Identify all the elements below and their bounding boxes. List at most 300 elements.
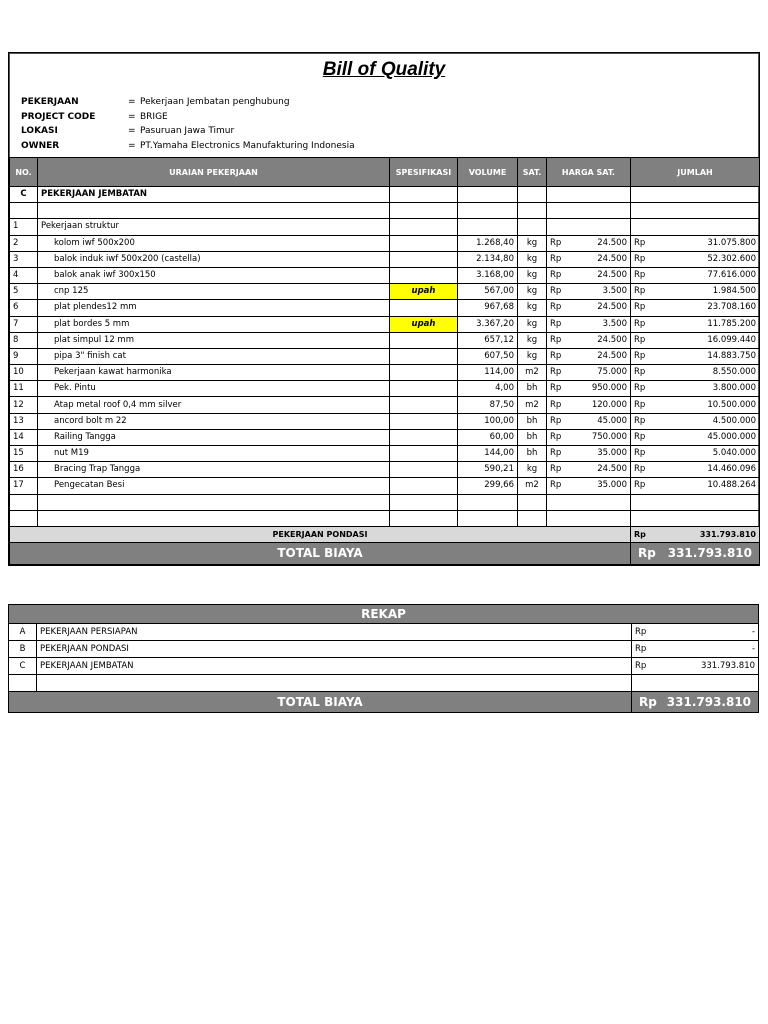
currency-label: Rp bbox=[634, 318, 646, 329]
item-no: 10 bbox=[10, 365, 38, 381]
item-uraian: plat bordes 5 mm bbox=[38, 316, 390, 332]
subtotal-value: 331.793.810 bbox=[699, 529, 756, 539]
table-row bbox=[10, 365, 760, 381]
table-row bbox=[10, 429, 760, 445]
item-jumlah bbox=[631, 284, 760, 300]
info-label: PROJECT CODE bbox=[21, 111, 96, 122]
item-sat: kg bbox=[518, 235, 547, 251]
jumlah-value: 10.500.000 bbox=[707, 399, 756, 410]
item-jumlah bbox=[631, 446, 760, 462]
spec-cell: upah bbox=[390, 316, 458, 332]
item-no: 12 bbox=[10, 397, 38, 413]
spec-cell bbox=[390, 251, 458, 267]
cell-empty bbox=[390, 510, 458, 526]
info-sep: = bbox=[128, 111, 136, 122]
item-uraian: balok induk iwf 500x200 (castella) bbox=[38, 251, 390, 267]
spec-cell bbox=[390, 332, 458, 348]
header-jumlah: JUMLAH bbox=[631, 158, 760, 187]
total-value: 331.793.810 bbox=[667, 545, 752, 560]
table-row bbox=[10, 478, 760, 494]
item-harga bbox=[547, 429, 631, 445]
item-harga bbox=[547, 267, 631, 283]
table-row bbox=[10, 235, 760, 251]
spec-cell bbox=[390, 235, 458, 251]
cell-empty bbox=[631, 494, 760, 510]
info-row-lokasi bbox=[21, 124, 759, 139]
harga-value: 24.500 bbox=[597, 464, 627, 475]
jumlah-value: 11.785.200 bbox=[707, 318, 756, 329]
item-uraian: Bracing Trap Tangga bbox=[38, 462, 390, 478]
bill-table bbox=[9, 157, 760, 565]
currency-label: Rp bbox=[638, 545, 656, 560]
item-no: 8 bbox=[10, 332, 38, 348]
item-sat: kg bbox=[518, 251, 547, 267]
jumlah-value: 14.883.750 bbox=[707, 350, 756, 361]
table-row bbox=[10, 381, 760, 397]
item-sat: kg bbox=[518, 348, 547, 364]
item-jumlah bbox=[631, 478, 760, 494]
item-sat: kg bbox=[518, 316, 547, 332]
jumlah-value: 5.040.000 bbox=[712, 448, 756, 459]
harga-value: 950.000 bbox=[591, 383, 627, 394]
header-uraian: URAIAN PEKERJAAN bbox=[38, 158, 390, 187]
subtotal-amount bbox=[631, 526, 760, 542]
item-harga bbox=[547, 478, 631, 494]
cell-empty bbox=[518, 494, 547, 510]
rekap-value: 331.793.810 bbox=[700, 661, 756, 671]
jumlah-value: 10.488.264 bbox=[707, 480, 756, 491]
item-no: 16 bbox=[10, 462, 38, 478]
harga-value: 24.500 bbox=[597, 270, 627, 281]
cell-empty bbox=[631, 187, 760, 203]
harga-value: 3.500 bbox=[602, 286, 627, 297]
currency-label: Rp bbox=[550, 367, 562, 378]
harga-value: 45.000 bbox=[597, 415, 627, 426]
rekap-header-row bbox=[9, 605, 759, 624]
rekap-row bbox=[9, 624, 759, 641]
item-no: 3 bbox=[10, 251, 38, 267]
cell-empty bbox=[10, 203, 38, 219]
table-row bbox=[10, 348, 760, 364]
harga-value: 24.500 bbox=[597, 334, 627, 345]
item-jumlah bbox=[631, 381, 760, 397]
rekap-amount bbox=[632, 624, 759, 641]
item-jumlah bbox=[631, 365, 760, 381]
item-no: 7 bbox=[10, 316, 38, 332]
spec-cell bbox=[390, 381, 458, 397]
item-sat: m2 bbox=[518, 478, 547, 494]
item-uraian: pipa 3" finish cat bbox=[38, 348, 390, 364]
table-row bbox=[10, 397, 760, 413]
group-row bbox=[10, 219, 760, 235]
item-no: 6 bbox=[10, 300, 38, 316]
cell-empty bbox=[458, 203, 518, 219]
cell-empty bbox=[631, 219, 760, 235]
item-jumlah bbox=[631, 462, 760, 478]
jumlah-value: 31.075.800 bbox=[707, 237, 756, 248]
currency-label: Rp bbox=[634, 529, 646, 539]
subtotal-row bbox=[10, 526, 760, 542]
item-uraian: balok anak iwf 300x150 bbox=[38, 267, 390, 283]
cell-empty bbox=[631, 203, 760, 219]
item-uraian: Pekerjaan kawat harmonika bbox=[38, 365, 390, 381]
item-harga bbox=[547, 446, 631, 462]
currency-label: Rp bbox=[550, 286, 562, 297]
jumlah-value: 52.302.600 bbox=[707, 253, 756, 264]
total-row bbox=[10, 542, 760, 564]
item-volume: 1.268,40 bbox=[458, 235, 518, 251]
currency-label: Rp bbox=[550, 302, 562, 313]
currency-label: Rp bbox=[634, 367, 646, 378]
currency-label: Rp bbox=[550, 448, 562, 459]
cell-empty bbox=[38, 203, 390, 219]
jumlah-value: 23.708.160 bbox=[707, 302, 756, 313]
item-harga bbox=[547, 397, 631, 413]
item-harga bbox=[547, 251, 631, 267]
harga-value: 24.500 bbox=[597, 350, 627, 361]
item-sat: bh bbox=[518, 413, 547, 429]
harga-value: 35.000 bbox=[597, 448, 627, 459]
rekap-total-amount bbox=[632, 692, 759, 713]
rekap-label: PEKERJAAN PERSIAPAN bbox=[37, 624, 632, 641]
bill-sheet bbox=[8, 52, 760, 566]
item-no: 15 bbox=[10, 446, 38, 462]
header-no: NO. bbox=[10, 158, 38, 187]
item-jumlah bbox=[631, 397, 760, 413]
currency-label: Rp bbox=[639, 695, 657, 709]
info-value: PT.Yamaha Electronics Manufakturing Indonesia bbox=[140, 140, 355, 151]
table-row bbox=[10, 413, 760, 429]
currency-label: Rp bbox=[634, 286, 646, 297]
jumlah-value: 45.000.000 bbox=[707, 431, 756, 442]
item-sat: bh bbox=[518, 446, 547, 462]
item-harga bbox=[547, 348, 631, 364]
item-volume: 3.367,20 bbox=[458, 316, 518, 332]
blank-row bbox=[9, 675, 759, 692]
rekap-amount bbox=[632, 658, 759, 675]
info-sep: = bbox=[128, 140, 136, 151]
rekap-table bbox=[8, 604, 759, 713]
project-info bbox=[9, 87, 759, 157]
item-jumlah bbox=[631, 429, 760, 445]
rekap-row bbox=[9, 658, 759, 675]
info-row-pekerjaan bbox=[21, 95, 759, 110]
rekap-value: - bbox=[751, 644, 756, 654]
item-volume: 4,00 bbox=[458, 381, 518, 397]
item-harga bbox=[547, 300, 631, 316]
currency-label: Rp bbox=[550, 431, 562, 442]
item-no: 5 bbox=[10, 284, 38, 300]
item-jumlah bbox=[631, 300, 760, 316]
cell-empty bbox=[390, 219, 458, 235]
item-jumlah bbox=[631, 348, 760, 364]
item-harga bbox=[547, 235, 631, 251]
spec-cell: upah bbox=[390, 284, 458, 300]
info-row-project-code bbox=[21, 110, 759, 125]
currency-label: Rp bbox=[550, 399, 562, 410]
item-no: 14 bbox=[10, 429, 38, 445]
blank-row bbox=[10, 510, 760, 526]
table-row bbox=[10, 251, 760, 267]
item-uraian: ancord bolt m 22 bbox=[38, 413, 390, 429]
title-bar bbox=[9, 53, 759, 87]
currency-label: Rp bbox=[550, 318, 562, 329]
currency-label: Rp bbox=[550, 415, 562, 426]
rekap-section bbox=[8, 604, 758, 713]
currency-label: Rp bbox=[634, 334, 646, 345]
spec-cell bbox=[390, 267, 458, 283]
harga-value: 24.500 bbox=[597, 237, 627, 248]
cell-empty bbox=[390, 203, 458, 219]
table-row bbox=[10, 462, 760, 478]
cell-empty bbox=[458, 510, 518, 526]
item-volume: 657,12 bbox=[458, 332, 518, 348]
spec-cell bbox=[390, 446, 458, 462]
cell-empty bbox=[547, 187, 631, 203]
currency-label: Rp bbox=[634, 415, 646, 426]
currency-label: Rp bbox=[634, 253, 646, 264]
item-harga bbox=[547, 316, 631, 332]
header-spesifikasi: SPESIFIKASI bbox=[390, 158, 458, 187]
cell-empty bbox=[38, 510, 390, 526]
item-no: 17 bbox=[10, 478, 38, 494]
item-sat: kg bbox=[518, 332, 547, 348]
cell-empty bbox=[547, 219, 631, 235]
currency-label: Rp bbox=[550, 334, 562, 345]
currency-label: Rp bbox=[634, 431, 646, 442]
jumlah-value: 16.099.440 bbox=[707, 334, 756, 345]
currency-label: Rp bbox=[635, 627, 647, 637]
jumlah-value: 3.800.000 bbox=[712, 383, 756, 394]
currency-label: Rp bbox=[634, 383, 646, 394]
item-harga bbox=[547, 365, 631, 381]
rekap-total-label: TOTAL BIAYA bbox=[9, 692, 632, 713]
info-label: OWNER bbox=[21, 140, 60, 151]
cell-empty bbox=[390, 494, 458, 510]
info-label: PEKERJAAN bbox=[21, 97, 79, 107]
item-volume: 114,00 bbox=[458, 365, 518, 381]
item-harga bbox=[547, 332, 631, 348]
cell-empty bbox=[37, 675, 632, 692]
harga-value: 75.000 bbox=[597, 367, 627, 378]
item-uraian: nut M19 bbox=[38, 446, 390, 462]
item-volume: 60,00 bbox=[458, 429, 518, 445]
item-uraian: Pengecatan Besi bbox=[38, 478, 390, 494]
blank-row bbox=[10, 203, 760, 219]
jumlah-value: 14.460.096 bbox=[707, 464, 756, 475]
spec-cell bbox=[390, 300, 458, 316]
currency-label: Rp bbox=[634, 448, 646, 459]
info-sep: = bbox=[128, 97, 136, 107]
spec-cell bbox=[390, 348, 458, 364]
item-jumlah bbox=[631, 332, 760, 348]
table-row bbox=[10, 267, 760, 283]
rekap-label: PEKERJAAN PONDASI bbox=[37, 641, 632, 658]
info-value: BRIGE bbox=[140, 111, 168, 122]
cell-empty bbox=[632, 675, 759, 692]
item-harga bbox=[547, 381, 631, 397]
jumlah-value: 8.550.000 bbox=[712, 367, 756, 378]
header-volume: VOLUME bbox=[458, 158, 518, 187]
rekap-title: REKAP bbox=[9, 605, 759, 624]
item-uraian: cnp 125 bbox=[38, 284, 390, 300]
item-no: 11 bbox=[10, 381, 38, 397]
spec-cell bbox=[390, 413, 458, 429]
cell-empty bbox=[631, 510, 760, 526]
item-sat: kg bbox=[518, 462, 547, 478]
jumlah-value: 77.616.000 bbox=[707, 270, 756, 281]
info-value: Pekerjaan Jembatan penghubung bbox=[140, 97, 290, 107]
currency-label: Rp bbox=[635, 661, 647, 671]
group-no: 1 bbox=[10, 219, 38, 235]
cell-empty bbox=[38, 494, 390, 510]
currency-label: Rp bbox=[550, 270, 562, 281]
cell-empty bbox=[10, 494, 38, 510]
item-sat: m2 bbox=[518, 397, 547, 413]
currency-label: Rp bbox=[634, 270, 646, 281]
info-row-owner bbox=[21, 139, 759, 154]
total-label: TOTAL BIAYA bbox=[10, 542, 631, 564]
header-harga: HARGA SAT. bbox=[547, 158, 631, 187]
item-sat: m2 bbox=[518, 365, 547, 381]
cell-empty bbox=[518, 510, 547, 526]
currency-label: Rp bbox=[550, 253, 562, 264]
currency-label: Rp bbox=[634, 464, 646, 475]
spec-cell bbox=[390, 478, 458, 494]
subtotal-label: PEKERJAAN PONDASI bbox=[10, 526, 631, 542]
cell-empty bbox=[518, 187, 547, 203]
rekap-label: PEKERJAAN JEMBATAN bbox=[37, 658, 632, 675]
currency-label: Rp bbox=[635, 644, 647, 654]
table-header-row bbox=[10, 158, 760, 187]
cell-empty bbox=[390, 187, 458, 203]
item-jumlah bbox=[631, 251, 760, 267]
currency-label: Rp bbox=[550, 464, 562, 475]
page-title: Bill of Quality bbox=[322, 59, 446, 80]
item-harga bbox=[547, 284, 631, 300]
cell-empty bbox=[518, 219, 547, 235]
cell-empty bbox=[518, 203, 547, 219]
rekap-code: C bbox=[9, 658, 37, 675]
currency-label: Rp bbox=[634, 399, 646, 410]
jumlah-value: 4.500.000 bbox=[712, 415, 756, 426]
item-uraian: Pek. Pintu bbox=[38, 381, 390, 397]
item-uraian: Atap metal roof 0,4 mm silver bbox=[38, 397, 390, 413]
item-jumlah bbox=[631, 316, 760, 332]
rekap-code: B bbox=[9, 641, 37, 658]
item-sat: bh bbox=[518, 381, 547, 397]
item-volume: 100,00 bbox=[458, 413, 518, 429]
item-volume: 2.134,80 bbox=[458, 251, 518, 267]
info-sep: = bbox=[128, 126, 136, 136]
currency-label: Rp bbox=[634, 480, 646, 491]
rekap-code: A bbox=[9, 624, 37, 641]
rekap-row bbox=[9, 641, 759, 658]
cell-empty bbox=[547, 510, 631, 526]
spec-cell bbox=[390, 462, 458, 478]
item-jumlah bbox=[631, 235, 760, 251]
currency-label: Rp bbox=[634, 237, 646, 248]
currency-label: Rp bbox=[550, 480, 562, 491]
item-sat: kg bbox=[518, 300, 547, 316]
jumlah-value: 1.984.500 bbox=[712, 286, 756, 297]
cell-empty bbox=[458, 187, 518, 203]
harga-value: 750.000 bbox=[591, 431, 627, 442]
cell-empty bbox=[10, 510, 38, 526]
item-harga bbox=[547, 462, 631, 478]
item-no: 13 bbox=[10, 413, 38, 429]
item-no: 2 bbox=[10, 235, 38, 251]
table-row bbox=[10, 446, 760, 462]
spec-cell bbox=[390, 397, 458, 413]
section-row bbox=[10, 187, 760, 203]
section-no: C bbox=[10, 187, 38, 203]
cell-empty bbox=[547, 203, 631, 219]
item-volume: 87,50 bbox=[458, 397, 518, 413]
section-label: PEKERJAAN JEMBATAN bbox=[38, 187, 390, 203]
item-volume: 3.168,00 bbox=[458, 267, 518, 283]
item-no: 4 bbox=[10, 267, 38, 283]
harga-value: 35.000 bbox=[597, 480, 627, 491]
item-volume: 607,50 bbox=[458, 348, 518, 364]
table-row bbox=[10, 300, 760, 316]
item-uraian: plat simpul 12 mm bbox=[38, 332, 390, 348]
item-sat: bh bbox=[518, 429, 547, 445]
rekap-total-value: 331.793.810 bbox=[666, 695, 752, 709]
group-label: Pekerjaan struktur bbox=[38, 219, 390, 235]
item-volume: 567,00 bbox=[458, 284, 518, 300]
rekap-total-row bbox=[9, 692, 759, 713]
rekap-value: - bbox=[751, 627, 756, 637]
currency-label: Rp bbox=[550, 237, 562, 248]
harga-value: 3.500 bbox=[602, 318, 627, 329]
item-volume: 144,00 bbox=[458, 446, 518, 462]
table-row bbox=[10, 316, 760, 332]
cell-empty bbox=[458, 494, 518, 510]
currency-label: Rp bbox=[550, 383, 562, 394]
item-jumlah bbox=[631, 413, 760, 429]
currency-label: Rp bbox=[550, 350, 562, 361]
cell-empty bbox=[458, 219, 518, 235]
header-sat: SAT. bbox=[518, 158, 547, 187]
cell-empty bbox=[9, 675, 37, 692]
table-row bbox=[10, 332, 760, 348]
rekap-amount bbox=[632, 641, 759, 658]
harga-value: 120.000 bbox=[591, 399, 627, 410]
currency-label: Rp bbox=[634, 350, 646, 361]
item-uraian: kolom iwf 500x200 bbox=[38, 235, 390, 251]
currency-label: Rp bbox=[634, 302, 646, 313]
harga-value: 24.500 bbox=[597, 253, 627, 264]
item-volume: 590,21 bbox=[458, 462, 518, 478]
item-uraian: plat plendes12 mm bbox=[38, 300, 390, 316]
item-volume: 299,66 bbox=[458, 478, 518, 494]
blank-row bbox=[10, 494, 760, 510]
spec-cell bbox=[390, 365, 458, 381]
spec-cell bbox=[390, 429, 458, 445]
item-sat: kg bbox=[518, 284, 547, 300]
item-volume: 967,68 bbox=[458, 300, 518, 316]
harga-value: 24.500 bbox=[597, 302, 627, 313]
item-no: 9 bbox=[10, 348, 38, 364]
info-label: LOKASI bbox=[21, 126, 58, 136]
total-amount bbox=[631, 542, 760, 564]
item-jumlah bbox=[631, 267, 760, 283]
item-harga bbox=[547, 413, 631, 429]
cell-empty bbox=[547, 494, 631, 510]
item-sat: kg bbox=[518, 267, 547, 283]
table-row bbox=[10, 284, 760, 300]
